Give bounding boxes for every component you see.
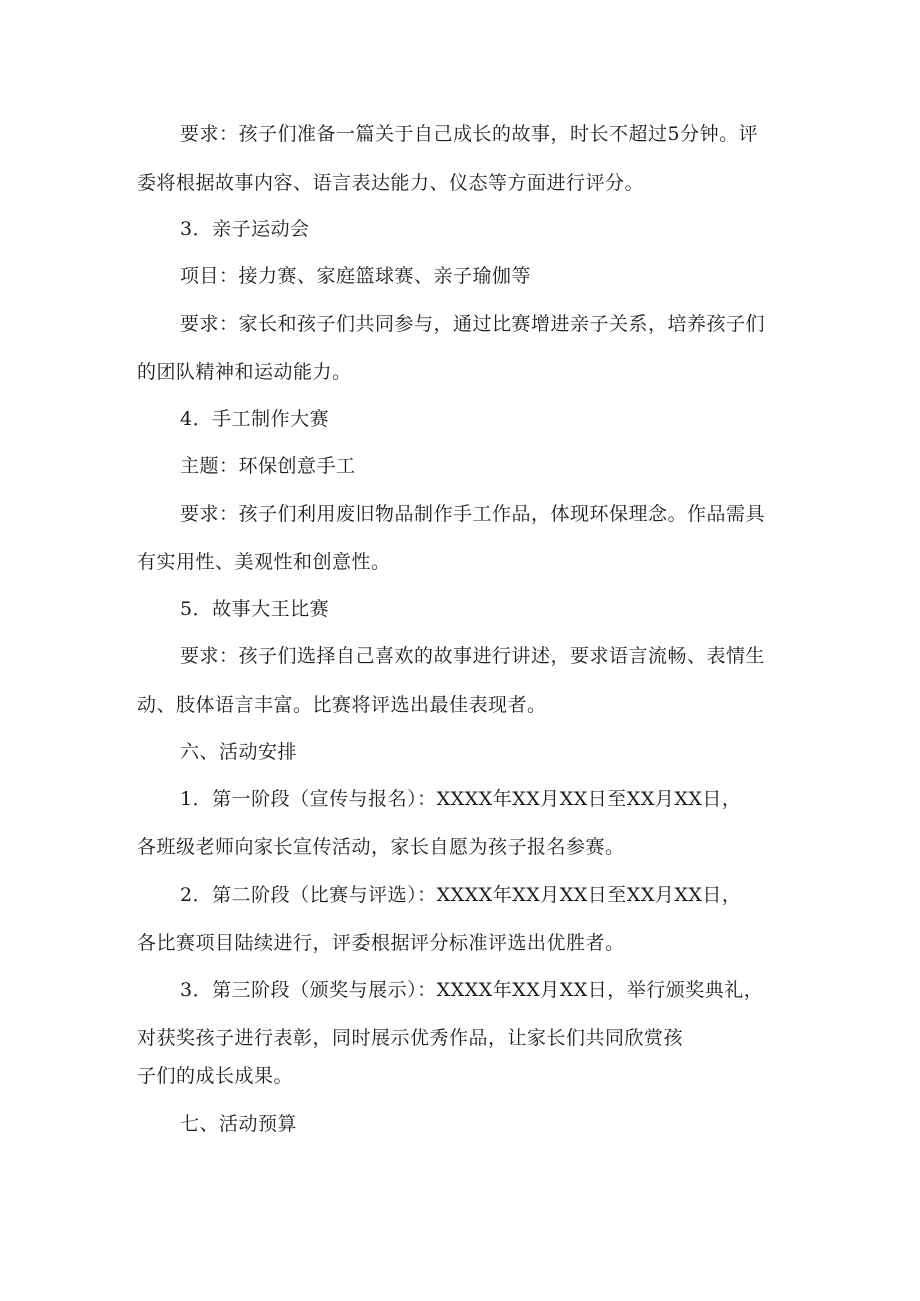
chapter-heading: 七、活动预算 xyxy=(180,1113,298,1135)
paragraph-line: 主题：环保创意手工 xyxy=(180,455,356,477)
section-heading: 3．亲子运动会 xyxy=(180,218,310,240)
paragraph-line: 项目：接力赛、家庭篮球赛、亲子瑜伽等 xyxy=(180,265,532,287)
paragraph-line: 的团队精神和运动能力。 xyxy=(137,361,352,383)
paragraph-line: 要求：孩子们选择自己喜欢的故事进行讲述，要求语言流畅、表情生 xyxy=(180,645,766,667)
paragraph-line: 要求：孩子们利用废旧物品制作手工作品，体现环保理念。作品需具 xyxy=(180,503,766,525)
paragraph-line: 要求：家长和孩子们共同参与，通过比赛增进亲子关系，培养孩子们 xyxy=(180,313,766,335)
paragraph-line: 各比赛项目陆续进行，评委根据评分标准评选出优胜者。 xyxy=(137,932,625,954)
section-heading: 5．故事大王比赛 xyxy=(180,598,330,620)
paragraph-line: 1．第一阶段（宣传与报名）：XXXX年XX月XX日至XX月XX日， xyxy=(180,788,742,810)
paragraph-line: 要求：孩子们准备一篇关于自己成长的故事，时长不超过5分钟。评 xyxy=(180,123,759,145)
paragraph-line: 对获奖孩子进行表彰，同时展示优秀作品，让家长们共同欣赏孩 xyxy=(137,1027,684,1049)
paragraph-line: 3．第三阶段（颁奖与展示）：XXXX年XX月XX日，举行颁奖典礼， xyxy=(180,979,764,1001)
paragraph-line: 委将根据故事内容、语言表达能力、仪态等方面进行评分。 xyxy=(137,172,645,194)
paragraph-line: 动、肢体语言丰富。比赛将评选出最佳表现者。 xyxy=(137,694,547,716)
paragraph-line: 有实用性、美观性和创意性。 xyxy=(137,551,391,573)
paragraph-line: 各班级老师向家长宣传活动，家长自愿为孩子报名参赛。 xyxy=(137,836,625,858)
chapter-heading: 六、活动安排 xyxy=(180,741,298,763)
paragraph-line: 子们的成长成果。 xyxy=(137,1065,294,1087)
paragraph-line: 2．第二阶段（比赛与评选）：XXXX年XX月XX日至XX月XX日， xyxy=(180,884,742,906)
section-heading: 4．手工制作大赛 xyxy=(180,408,330,430)
